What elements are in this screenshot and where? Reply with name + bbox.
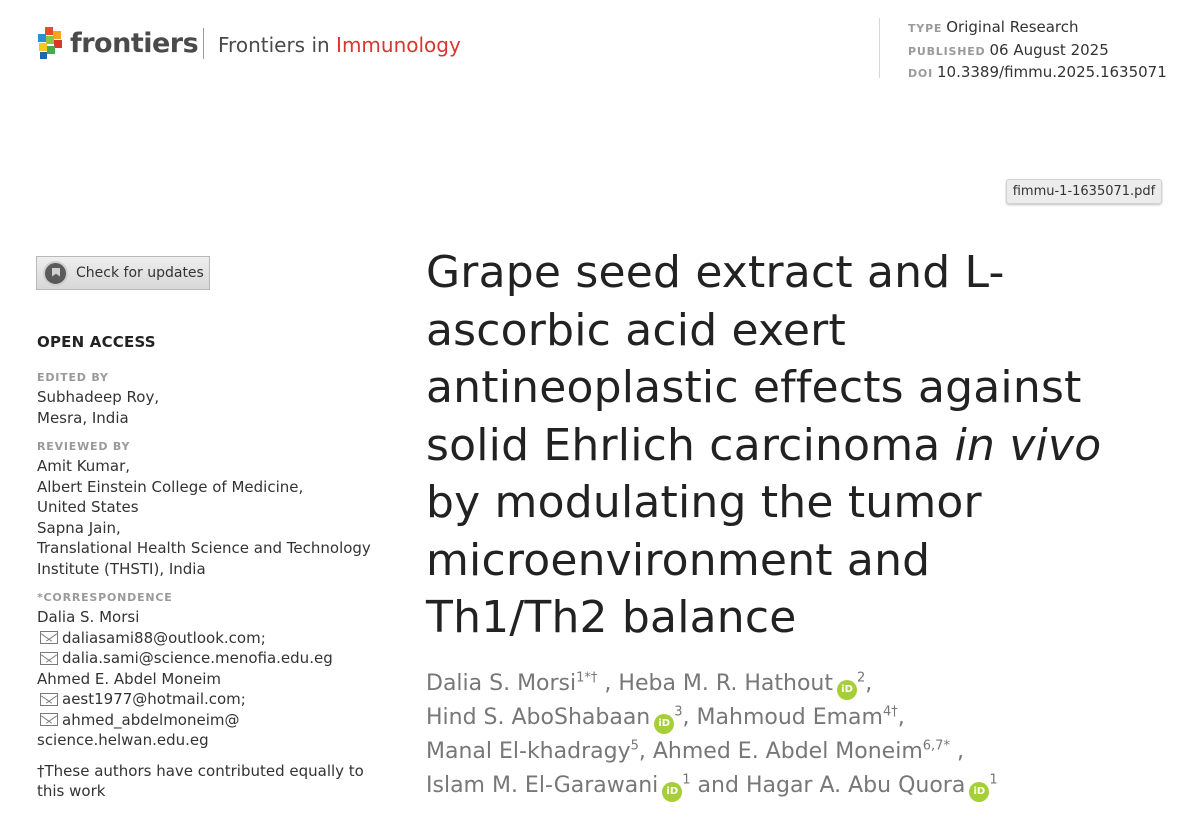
reviewer-line: Sapna Jain, [37,518,121,537]
author-affiliation: 5 [630,738,639,754]
title-line: Th1/Th2 balance [426,592,797,643]
author-affiliation: 1 [682,772,691,788]
title-line: antineoplastic effects against [426,362,1082,413]
envelope-icon [40,652,58,665]
author-affiliation: 2 [857,670,866,686]
title-line: ascorbic acid exert [426,304,846,356]
author-separator: , [897,705,905,730]
journal-prefix: Frontiers in [218,33,337,57]
title-line: microenvironment and [426,534,931,586]
meta-divider [879,18,880,78]
author-separator: , [597,671,619,696]
correspondence-label: *CORRESPONDENCE [37,591,173,604]
orcid-icon[interactable]: iD [837,680,857,700]
frontiers-logo-icon [36,27,64,59]
orcid-icon[interactable]: iD [969,782,989,802]
email-continuation[interactable]: science.helwan.edu.eg [37,731,209,749]
author-name[interactable]: Ahmed E. Abdel Moneim [652,739,923,764]
author-list [426,667,1166,803]
author-affiliation: 1 [989,772,998,788]
editor-line: Subhadeep Roy, [37,388,160,406]
title-italic: in vivo [954,419,1102,471]
meta-type-label: TYPE [908,22,943,35]
email-row[interactable] [37,648,387,669]
meta-published-value: 06 August 2025 [989,40,1109,59]
author-separator: , [865,671,873,696]
author-affiliation: 6,7* [922,738,950,754]
meta-published-row [908,40,1167,63]
logo-wordmark: frontiers [70,27,199,59]
title-line [426,417,1146,475]
article-meta [908,17,1167,85]
author-separator: , [638,739,653,764]
equal-contribution-footnote: †These authors have contributed equally to this work [37,761,364,800]
author-name[interactable]: Dalia S. Morsi [426,671,577,696]
check-for-updates-label: Check for updates [76,265,204,281]
header-divider [203,28,204,59]
email-link[interactable]: daliasami88@outlook.com; [62,628,266,647]
bookmark-icon [43,261,68,286]
check-for-updates-button[interactable] [36,256,210,290]
journal-section: Immunology [336,33,461,57]
envelope-icon [40,631,58,644]
correspondent-name: Dalia S. Morsi [37,608,140,626]
email-row[interactable] [37,689,387,710]
email-link[interactable]: ahmed_abdelmoneim@ [62,710,240,729]
pdf-filename-tooltip: fimmu-1-1635071.pdf [1006,179,1162,204]
title-line-text: solid Ehrlich carcinoma [426,419,955,471]
title-line: Grape seed extract and L- [426,247,1005,298]
author-name[interactable]: Islam M. El-Garawani [426,773,659,798]
reviewed-by-label: REVIEWED BY [37,440,131,453]
open-access-label: OPEN ACCESS [37,333,156,351]
email-row[interactable] [37,628,387,649]
meta-doi-row [908,62,1167,85]
email-row[interactable] [37,710,387,731]
envelope-icon [40,713,58,726]
author-name[interactable]: Manal El-khadragy [426,739,631,764]
author-name[interactable]: Heba M. R. Hathout [618,671,834,696]
correspondent-name: Ahmed E. Abdel Moneim [37,669,222,688]
envelope-icon [40,693,58,706]
meta-type-row [908,17,1167,40]
author-separator: , [949,739,964,764]
reviewer-line: Amit Kumar, [37,457,131,475]
title-line: by modulating the tumor [426,477,982,528]
reviewer-line: Albert Einstein College of Medicine, [37,477,304,496]
author-name[interactable]: Mahmoud Emam [696,705,883,730]
meta-published-label: PUBLISHED [908,44,986,58]
author-affiliation: 3 [674,704,683,720]
reviewer-line: United States [37,498,139,516]
journal-name[interactable] [218,33,461,57]
author-affiliation: 4† [882,704,898,720]
reviewer-line: Translational Health Science and Technology [37,539,371,557]
meta-doi-link[interactable]: 10.3389/fimmu.2025.1635071 [936,63,1167,81]
author-separator: and [690,773,746,798]
reviewer-line: Institute (THSTI), India [37,559,206,578]
email-link[interactable]: aest1977@hotmail.com; [62,690,246,708]
orcid-icon[interactable]: iD [654,714,674,734]
frontiers-logo[interactable] [36,27,198,59]
author-name[interactable]: Hind S. AboShabaan [426,705,651,730]
meta-type-value: Original Research [946,18,1079,36]
email-link[interactable]: dalia.sami@science.menofia.edu.eg [62,649,333,667]
article-sidebar [37,333,387,802]
author-affiliation: 1*† [576,670,598,686]
author-separator: , [682,705,697,730]
edited-by-label: EDITED BY [37,371,109,384]
author-name[interactable]: Hagar A. Abu Quora [745,773,966,798]
meta-doi-label: DOI [908,67,933,80]
article-title [426,244,1146,647]
editor-line: Mesra, India [37,408,129,427]
orcid-icon[interactable]: iD [662,782,682,802]
